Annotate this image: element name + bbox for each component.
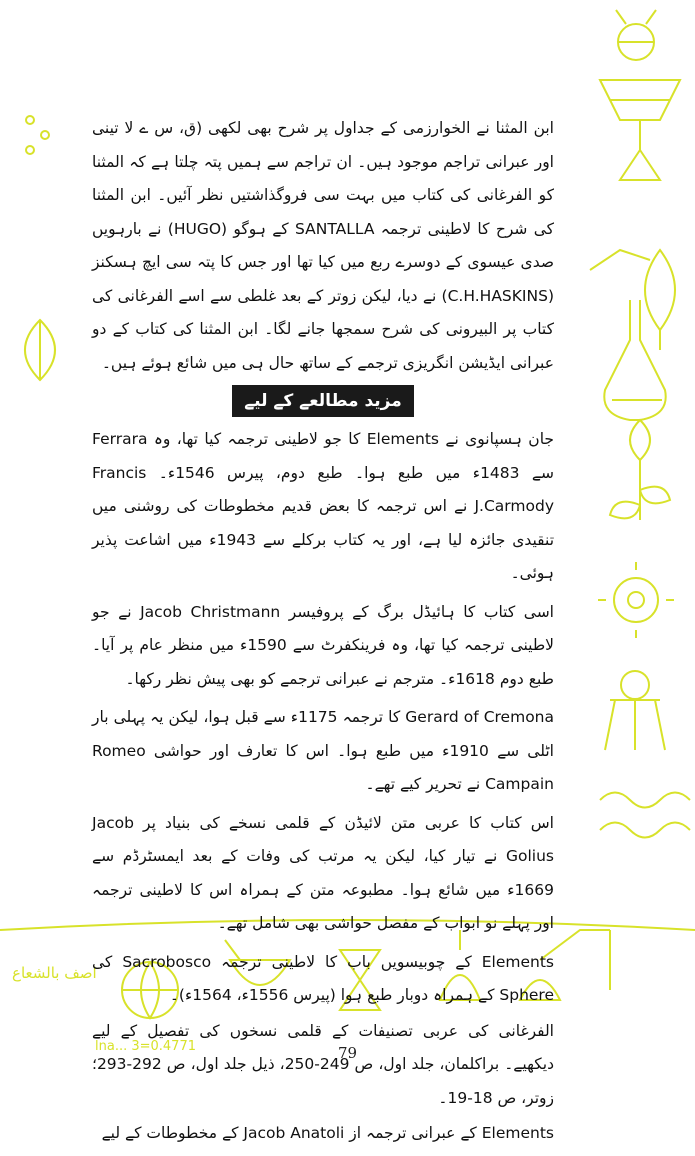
- tripod-illustration: [605, 671, 665, 750]
- volumetric-flask-illustration: [604, 300, 665, 420]
- beaker-illustration: [600, 80, 680, 180]
- paragraph-gerard-of-cremona: Gerard of Cremona کا ترجمہ 1175ء سے قبل ہوا، لیکن یہ پہلی بار اٹلی سے 1910ء میں طبع ہوا۔ اس کا تعارف اور حواشی Romeo Campain نے تحریر کیے تھے۔: [92, 708, 554, 793]
- page-body: [92, 112, 554, 1156]
- gear-illustration: [598, 562, 674, 638]
- page-number: 79: [337, 1044, 358, 1062]
- watermark-formula-text: lna... 3=0.4771: [95, 1039, 196, 1054]
- dots-illustration: [26, 116, 49, 154]
- coil-illustration: [600, 793, 690, 838]
- section-heading: مزید مطالعے کے لیے: [232, 385, 414, 417]
- paragraph-anatoli: Elements کے عبرانی ترجمہ از Jacob Anatoli کے مخطوطات کے لیے: [101, 1124, 554, 1142]
- paragraph-brockelmann: الفرغانی کی عربی تصنیفات کے قلمی نسخوں کی تفصیل کے لیے دیکھیے۔ براکلمان، جلد اول، ص 249-250، ذیل جلد اول، ص 292-293؛ زوتر، ص 18-19۔: [92, 1021, 554, 1107]
- flask-illustration: [616, 10, 656, 60]
- retort-illustration: [590, 250, 675, 350]
- paragraph-john-of-spain: جان ہسپانوی نے Elements کا جو لاطینی ترجمہ کیا تھا، وہ Ferrara سے 1483ء میں طبع ہوا۔ طبع دوم، پیرس 1546ء۔ Francis J.Carmody نے اس ترجمہ کا بعض قدیم مخطوطات کی روشنی میں تنقیدی جائزہ لیا ہے، اور یہ کتاب برکلے سے 1943ء میں اشاعت پذیر ہوئی۔: [92, 430, 555, 582]
- paragraph-golius: اس کتاب کا عربی متن لائیڈن کے قلمی نسخے کی بنیاد پر Jacob Golius نے تیار کیا، لیکن یہ مرتب کی وفات کے بعد ایمسٹرڈم سے 1669ء میں شائع ہوا۔ مطبوعہ متن کے ہمراہ اس کا لاطینی ترجمہ اور پہلے نو ابواب کے مفصل حواشی بھی شامل تھے۔: [92, 813, 554, 932]
- paragraph-christmann: اسی کتاب کا ہائیڈل برگ کے پروفیسر Jacob Christmann نے جو لاطینی ترجمہ کیا تھا، وہ فرینکفرٹ سے 1590ء میں منظر عام پر آیا۔ طبع دوم 1618ء۔ مترجم نے عبرانی ترجمے کو بھی پیش نظر رکھا۔: [92, 602, 554, 688]
- paragraph-ibn-muthanna: ابن المثنا نے الخوارزمی کے جداول پر شرح بھی لکھی (ق، س ے لا تینی اور عبرانی تراجم موجود ہیں۔ ان تراجم سے ہمیں پتہ چلتا ہے کہ المثنا کو الفرغانی کی کتاب میں بہت سی فروگذاشتیں نظر آئیں۔ ابن المثنا کی شرح کا لاطینی ترجمہ SANTALLA کے ہوگو (HUGO) نے بارہویں صدی عیسوی کے دوسرے ربع میں کیا تھا اور جس کا پتہ سی ایچ ہسکنز (C.H.HASKINS) نے دیا، لیکن زوتر کے بعد غلطی سے اسے الفرغانی کی کتاب پر البیرونی کی شرح سمجھا جانے لگا۔ ابن المثنا کی کتاب کے دو عبرانی ایڈیشن انگریزی ترجمے کے ساتھ حال ہی میں شائع ہوئے ہیں۔: [92, 119, 554, 372]
- paragraph-sacrobosco: Elements کے چوبیسویں باب کا لاطینی ترجمہ Sacrobosco کی Sphere کے ہمراہ دوبار طبع ہوا (پیرس 1556ء، 1564ء)۔: [92, 952, 554, 1004]
- plant-illustration: [610, 420, 670, 520]
- section-heading-wrap: [92, 385, 554, 417]
- leaf-illustration: [25, 320, 55, 380]
- watermark-corner-text: اصف بالشعاع: [12, 964, 97, 982]
